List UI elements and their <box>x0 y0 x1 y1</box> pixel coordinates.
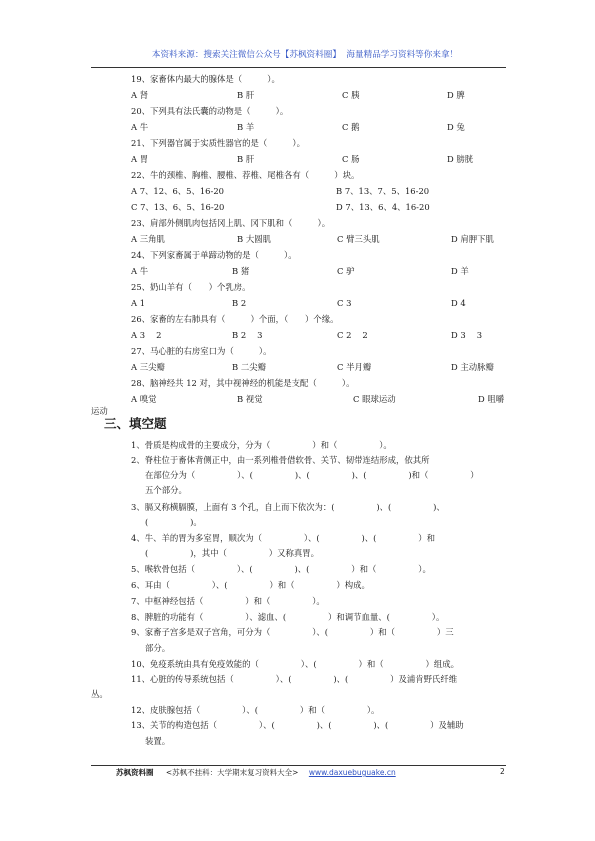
text-line: A 3 2 <box>131 330 162 340</box>
text-line: 13、关节的构造包括（ ）、( )、( )、( ）及辅助 <box>131 720 464 730</box>
text-line: 4、牛、羊的胃为多室胃，顺次为（ ）、( )、( ）和 <box>131 533 436 543</box>
text-line: 11、心脏的传导系统包括（ ）、( )、( ）及浦肯野氏纤维 <box>131 674 458 684</box>
option-text: B 肝 <box>237 154 255 164</box>
option-text: D 膀胱 <box>447 154 474 164</box>
text-line: A 牛 <box>131 266 149 276</box>
option-text: B 7、13、7、5、16-20 <box>336 186 430 196</box>
text-line: C 7、13、6、5、16-20 <box>131 202 225 212</box>
header-brand: 【苏枫资料圈】 <box>280 50 341 60</box>
text-line: A 嗅觉 <box>131 394 157 404</box>
footer-text: <苏枫不挂科：大学期末复习资料大全> <box>165 768 299 777</box>
header-text-before: 本资料来源：搜索关注微信公众号 <box>151 50 281 60</box>
text-line: 9、家畜子宫多是双子宫角，可分为（ ）、( ）和（ ）三 <box>131 627 454 637</box>
text-line: 五个部分。 <box>145 485 187 495</box>
option-text: B 猪 <box>232 266 250 276</box>
option-text: D 兔 <box>447 122 465 132</box>
option-text: D 肩胛下肌 <box>451 234 494 244</box>
text-line: 26、家畜的左右肺具有（ ）个面，（ ）个缘。 <box>131 314 339 324</box>
option-text: D 4 <box>451 298 466 308</box>
text-line: A 三角肌 <box>131 234 165 244</box>
option-text: B 2 <box>232 298 247 308</box>
text-line: 丛。 <box>91 689 108 699</box>
option-text: D 3 3 <box>451 330 483 340</box>
text-line: 25、奶山羊有（ ）个乳房。 <box>131 282 251 292</box>
option-text: C 鹅 <box>342 122 360 132</box>
option-text: D 主动脉瓣 <box>451 362 494 372</box>
text-line: A 7、12、6、5、16-20 <box>131 186 224 196</box>
page-number: 2 <box>500 767 505 776</box>
option-text: B 2 3 <box>232 330 263 340</box>
option-text: C 胰 <box>342 90 360 100</box>
page-header <box>100 48 510 60</box>
text-line: A 1 <box>131 298 146 308</box>
text-line: ( )。 <box>145 517 202 527</box>
text-line: 运动 <box>91 406 108 416</box>
text-line: 20、下列具有法氏囊的动物是（ ）。 <box>131 106 289 116</box>
footer-link[interactable]: www.daxuebuguake.cn <box>308 768 396 777</box>
text-line: A 胃 <box>131 154 149 164</box>
text-line: 22、牛的颈椎、胸椎、腰椎、荐椎、尾椎各有（ ）块。 <box>131 170 360 180</box>
text-line: 5、喉软骨包括（ ）、( )、( ）和（ ）。 <box>131 564 431 574</box>
option-text: D 7、13、6、4、16-20 <box>336 202 430 212</box>
text-line: 28、脑神经共 12 对，其中视神经的机能是支配（ ）。 <box>131 378 355 388</box>
text-line: 2、脊柱位于畜体背侧正中，由一系列椎骨借软骨、关节、韧带连结形成，依其所 <box>131 455 430 465</box>
text-line: A 牛 <box>131 122 149 132</box>
text-line: 23、肩部外侧肌肉包括冈上肌、冈下肌和（ ）。 <box>131 218 331 228</box>
option-text: C 驴 <box>337 266 355 276</box>
option-text: C 眼球运动 <box>353 394 396 404</box>
option-text: C 3 <box>337 298 352 308</box>
header-rule <box>91 67 506 68</box>
text-line: 19、家畜体内最大的腺体是（ ）。 <box>131 74 280 84</box>
text-line: 在部位分为（ ）、( )、( )、( )和（ ） <box>145 470 479 480</box>
text-line: A 三尖瓣 <box>131 362 165 372</box>
text-line: 部分。 <box>145 643 171 653</box>
text-line: 6、耳由（ ）、( ）和（ ）构成。 <box>131 580 370 590</box>
option-text: B 大圆肌 <box>237 234 271 244</box>
option-text: D 咀嚼 <box>478 394 505 404</box>
section-title: 三、填空题 <box>104 416 167 431</box>
option-text: B 二尖瓣 <box>232 362 266 372</box>
header-text-after: 海量精品学习资料等你来拿！ <box>346 50 459 60</box>
option-text: C 半月瓣 <box>337 362 372 372</box>
text-line: 12、皮肤腺包括（ ）、( ）和（ ）。 <box>131 705 380 715</box>
option-text: B 视觉 <box>237 394 263 404</box>
option-text: C 2 2 <box>337 330 368 340</box>
option-text: C 臂三头肌 <box>337 234 380 244</box>
option-text: C 肠 <box>342 154 360 164</box>
text-line: 10、免疫系统由具有免疫效能的（ ）、( ）和（ ）组成。 <box>131 659 459 669</box>
text-line: 8、脾脏的功能有（ ）、滤血、( ）和调节血量、( ）。 <box>131 612 445 622</box>
text-line: 装置。 <box>145 736 171 746</box>
option-text: D 羊 <box>451 266 469 276</box>
text-line: ( )，其中（ ）又称真胃。 <box>145 548 320 558</box>
option-text: D 脾 <box>447 90 465 100</box>
text-line: 21、下列器官属于实质性器官的是（ ）。 <box>131 138 305 148</box>
text-line: 24、下列家畜属于单蹄动物的是（ ）。 <box>131 250 297 260</box>
text-line: 7、中枢神经包括（ ）和（ ）。 <box>131 596 325 606</box>
page-footer <box>116 767 396 778</box>
text-line: 3、膈又称横膈膜，上面有 3 个孔，自上而下依次为：( )、( )、 <box>131 502 445 512</box>
option-text: B 肝 <box>237 90 255 100</box>
footer-brand: 苏枫资料圈 <box>116 768 154 777</box>
text-line: 27、马心脏的右房室口为（ ）。 <box>131 346 272 356</box>
text-line: A 肾 <box>131 90 149 100</box>
footer-rule <box>91 765 506 766</box>
text-line: 1、骨质是构成骨的主要成分，分为（ ）和（ ）。 <box>131 440 392 450</box>
option-text: B 羊 <box>237 122 255 132</box>
